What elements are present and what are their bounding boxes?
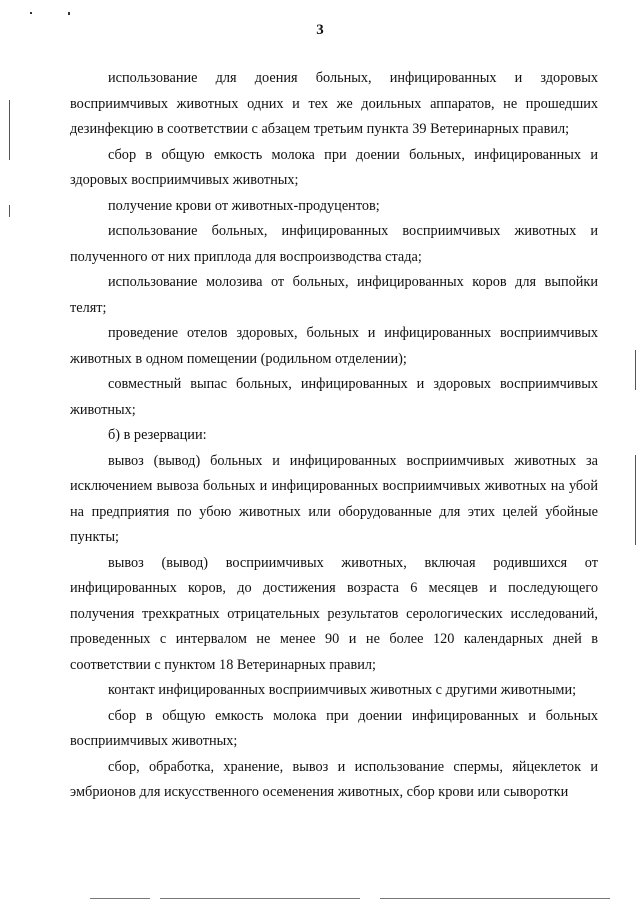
scan-edge-mark [635,455,636,545]
scan-bottom-edge [160,898,360,899]
page-number: 3 [316,22,324,38]
paragraph: вывоз (вывод) восприимчивых животных, включая родившихся от инфицированных коров, до достижения возраста 6 месяцев и последующего получения трехкратных отрицательных результатов серологических исследований, проведенных с интервалом не менее 90 и не более 120 календарных дней в соответствии с пунктом 18 Ветеринарных правил; [70,554,598,673]
paragraph: совместный выпас больных, инфицированных и здоровых восприимчивых животных; [70,376,598,418]
scan-speck [30,12,32,14]
paragraph: использование больных, инфицированных восприимчивых животных и полученного от них приплода для воспроизводства стада; [70,223,598,265]
document-body [70,66,598,806]
paragraph: использование молозива от больных, инфицированных коров для выпойки телят; [70,274,598,316]
paragraph: проведение отелов здоровых, больных и инфицированных восприимчивых животных в одном помещении (родильном отделении); [70,325,598,367]
scan-edge-mark [9,205,10,217]
scan-speck [68,12,70,15]
scan-edge-mark [9,100,10,160]
paragraph: получение крови от животных-продуцентов; [108,197,380,214]
paragraph: вывоз (вывод) больных и инфицированных восприимчивых животных за исключением вывоза больных и инфицированных восприимчивых животных на убой на предприятия по убою животных или оборудованные для этих целей убойные пункты; [70,452,598,545]
paragraph: контакт инфицированных восприимчивых животных с другими животными; [108,682,577,698]
scan-bottom-edge [380,898,610,899]
paragraph: б) в резервации: [108,427,207,443]
paragraph: сбор в общую емкость молока при доении больных, инфицированных и здоровых восприимчивых животных; [70,146,598,188]
paragraph: сбор, обработка, хранение, вывоз и использование спермы, яйцеклеток и эмбрионов для искусственного осеменения животных, сбор крови или сыворотки [70,758,598,800]
paragraph: использование для доения больных, инфицированных и здоровых восприимчивых животных одних и тех же доильных аппаратов, не прошедших дезинфекцию в соответствии с абзацем третьим пункта 39 Ветеринарных правил; [70,70,598,137]
scan-edge-mark [635,350,636,390]
paragraph: сбор в общую емкость молока при доении инфицированных и больных восприимчивых животных; [70,707,598,749]
scan-bottom-edge [90,898,150,899]
